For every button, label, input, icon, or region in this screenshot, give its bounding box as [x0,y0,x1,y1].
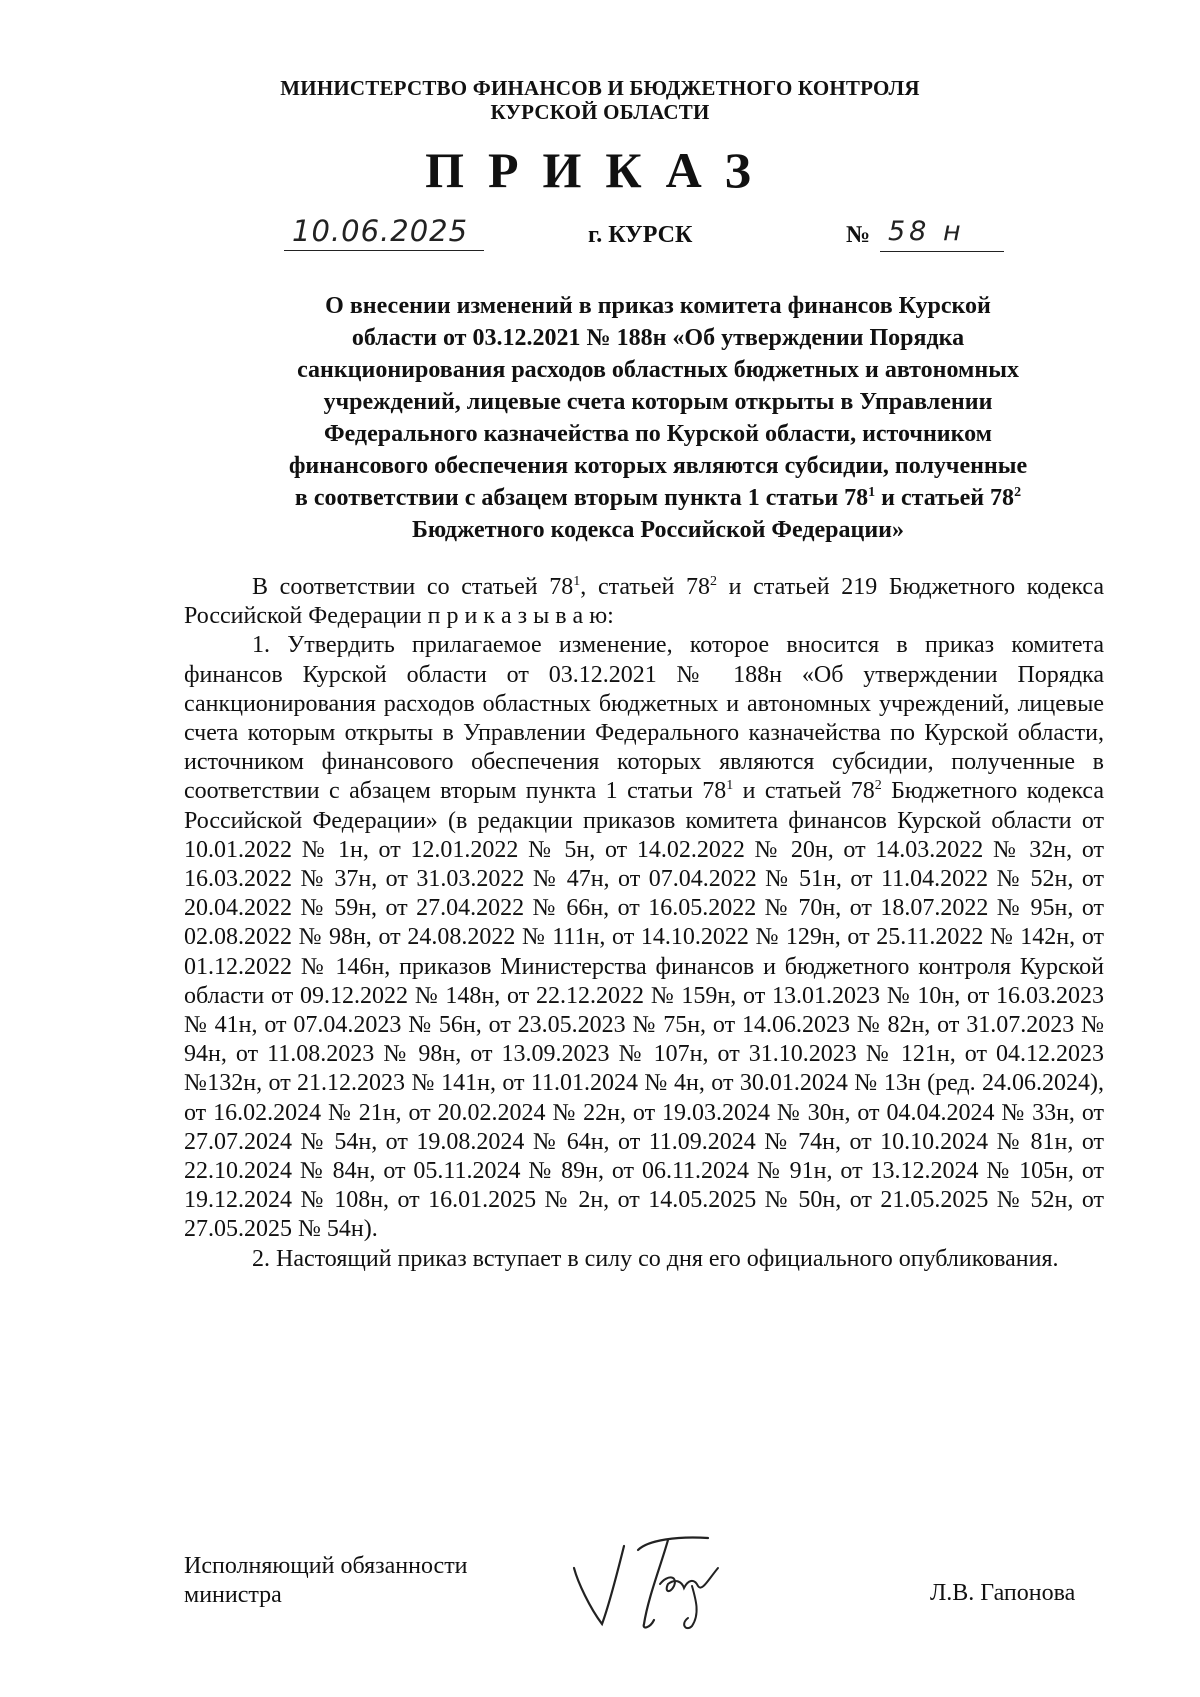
order-title: ПРИКАЗ [425,142,775,198]
signer-name: Л.В. Гапонова [930,1580,1076,1606]
ministry-name [0,76,1200,124]
heading-line: Федерального казначейства по Курской области, источником [323,421,992,447]
heading-line [238,482,1078,514]
superscript: 1 [573,574,581,589]
signer-position [184,1552,468,1610]
number-sign: № [846,222,871,248]
heading-text: в соответствии с абзацем вторым пункта 1 статьи 78 [294,485,869,511]
body-text: Бюджетного кодекса Российской Федерации» (в редакции приказов комитета финансов Курской области от 10.01.2022 № 1н, от 12.01.2022 № 5н, от 14.02.2022 № 20н, от 14.03.2022 № 32н, от 16.03.2022 № 37н, от 31.03.2022 № 47н, от 07.04.2022 № 51н, от 11.04.2022 № 52н, от 20.04.2022 № 59н, от 27.04.2022 № 66н, от 16.05.2022 № 70н, от 18.07.2022 № 95н, от 02.08.2022 № 98н, от 24.08.2022 № 111н, от 14.10.2022 № 129н, от 25.11.2022 № 142н, от 01.12.2022 № 146н, приказов Министерства финансов и бюджетного контроля Курской области от 09.12.2022 № 148н, от 22.12.2022 № 159н, от 13.01.2023 № 10н, от 16.03.2023 № 41н, от 07.04.2023 № 56н, от 23.05.2023 № 75н, от 14.06.2023 № 82н, от 31.07.2023 № 94н, от 11.08.2023 № 98н, от 13.09.2023 № 107н, от 31.10.2023 № 121н, от 04.12.2023 №132н, от 21.12.2023 № 141н, от 11.01.2024 № 4н, от 30.01.2024 № 13н (ред. 24.06.2024), от 16.02.2024 № 21н, от 20.02.2024 № 22н, от 19.03.2024 № 30н, от 04.04.2024 № 33н, от 27.07.2024 № 54н, от 19.08.2024 № 64н, от 11.09.2024 № 74н, от 10.10.2024 № 81н, от 22.10.2024 № 84н, от 05.11.2024 № 89н, от 06.11.2024 № 91н, от 13.12.2024 № 105н, от 19.12.2024 № 108н, от 16.01.2025 № 2н, от 14.05.2025 № 50н, от 21.05.2025 № 52н, от 27.05.2025 № 54н). [184,778,1104,1243]
order-number: 58 н [888,216,965,247]
superscript: 2 [874,778,882,794]
heading-line: учреждений, лицевые счета которым открыты в Управлении [323,389,993,415]
order-date: 10.06.2025 [292,214,469,248]
heading-line: финансового обеспечения которых являются субсидии, полученные [288,453,1028,479]
number-underline [880,251,1004,252]
intro-paragraph [184,573,1104,631]
handwritten-signature [568,1528,746,1632]
body-text: и статьей 78 [733,778,875,805]
item-2-paragraph: 2. Настоящий приказ вступает в силу со дня его официального опубликования. [252,1245,1059,1272]
order-heading [238,290,1078,546]
order-body [184,573,1104,1274]
heading-line: О внесении изменений в приказ комитета финансов Курской [325,293,991,319]
position-line-1: Исполняющий обязанности [184,1553,468,1579]
heading-text: и статьей 78 [875,485,1015,511]
heading-line: Бюджетного кодекса Российской Федерации» [411,517,904,543]
date-underline [284,250,484,251]
position-line-2: министра [184,1582,282,1608]
ministry-line-1: МИНИСТЕРСТВО ФИНАНСОВ И БЮДЖЕТНОГО КОНТРОЛЯ [280,76,920,100]
heading-line: области от 03.12.2021 № 188н «Об утверждении Порядка [351,325,965,351]
superscript: 1 [726,778,734,794]
body-text: 1. Утвердить прилагаемое изменение, которое вносится в приказ комитета финансов Курской области от 03.12.2021 № 188н «Об утверждении Порядка санкционирования расходов областных бюджетных и автономных учреждений, лицевые счета которым открыты в Управлении Федерального казначейства по Курской области, источником финансового обеспечения которых являются субсидии, полученные в соответствии с абзацем вторым пункта 1 статьи 78 [184,632,1104,805]
body-text: и статьей 219 Бюджетного кодекса Российской Федерации п р и к а з ы в а ю: [184,574,1105,630]
ministry-line-2: КУРСКОЙ ОБЛАСТИ [490,100,710,124]
order-city: г. КУРСК [588,222,693,248]
superscript: 1 [868,485,876,500]
superscript: 2 [1014,485,1022,500]
item-1-paragraph [184,631,1104,1244]
superscript: 2 [710,574,718,589]
body-text: В соответствии со статьей 78 [252,574,574,600]
body-text: , статьей 78 [580,574,711,600]
heading-line: санкционирования расходов областных бюджетных и автономных [297,357,1019,383]
